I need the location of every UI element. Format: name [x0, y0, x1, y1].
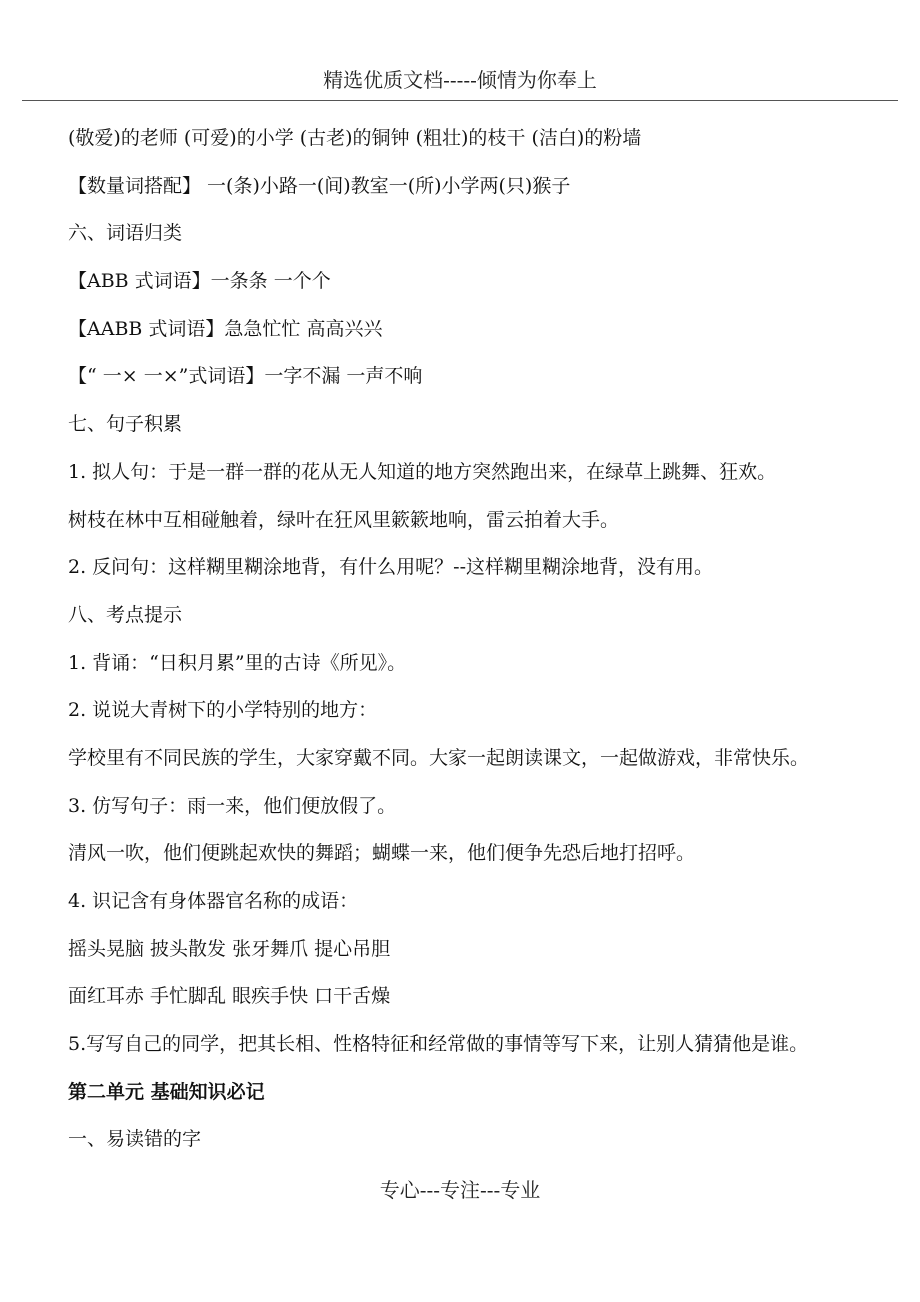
text-line: 1. 拟人句：于是一群一群的花从无人知道的地方突然跑出来，在绿草上跳舞、狂欢。: [68, 460, 777, 483]
text-line: 清风一吹，他们便跳起欢快的舞蹈；蝴蝶一来，他们便争先恐后地打招呼。: [68, 842, 696, 865]
text-line: 学校里有不同民族的学生，大家穿戴不同。大家一起朗读课文，一起做游戏，非常快乐。: [68, 746, 810, 769]
document-body: [68, 124, 918, 1173]
text-line: 一、易读错的字: [68, 1128, 202, 1151]
text-line: 2. 说说大青树下的小学特别的地方：: [68, 699, 378, 722]
text-line: 面红耳赤 手忙脚乱 眼疾手快 口干舌燥: [68, 985, 391, 1008]
text-line: 2. 反问句：这样糊里糊涂地背，有什么用呢？--这样糊里糊涂地背，没有用。: [68, 556, 714, 579]
section-heading: 第二单元 基础知识必记: [68, 1080, 265, 1103]
page-footer: 专心---专注---专业: [379, 1178, 541, 1202]
text-line: 七、句子积累: [68, 413, 183, 436]
text-line: 【数量词搭配】 一(条)小路一(间)教室一(所)小学两(只)猴子: [68, 174, 571, 197]
text-line: 【AABB 式词语】急急忙忙 高高兴兴: [68, 317, 383, 340]
text-line: 摇头晃脑 披头散发 张牙舞爪 提心吊胆: [68, 937, 391, 960]
text-line: 【“ 一× 一×”式词语】一字不漏 一声不响: [68, 365, 423, 388]
text-line: 5.写写自己的同学，把其长相、性格特征和经常做的事情等写下来，让别人猜猜他是谁。: [68, 1033, 809, 1056]
header-divider: [22, 100, 898, 101]
text-line: 六、词语归类: [68, 222, 183, 245]
text-line: 【ABB 式词语】一条条 一个个: [68, 270, 331, 293]
text-line: 树枝在林中互相碰触着，绿叶在狂风里簌簌地响，雷云拍着大手。: [68, 508, 620, 531]
text-line: (敬爱)的老师 (可爱)的小学 (古老)的铜钟 (粗壮)的枝干 (洁白)的粉墙: [68, 127, 642, 149]
text-line: 4. 识记含有身体器官名称的成语：: [68, 890, 359, 912]
text-line: 八、考点提示: [68, 603, 183, 626]
text-line: 1. 背诵：“日积月累”里的古诗《所见》。: [68, 651, 407, 674]
text-line: 3. 仿写句子：雨一来，他们便放假了。: [68, 794, 397, 817]
page-header: 精选优质文档-----倾情为你奉上: [323, 68, 597, 92]
